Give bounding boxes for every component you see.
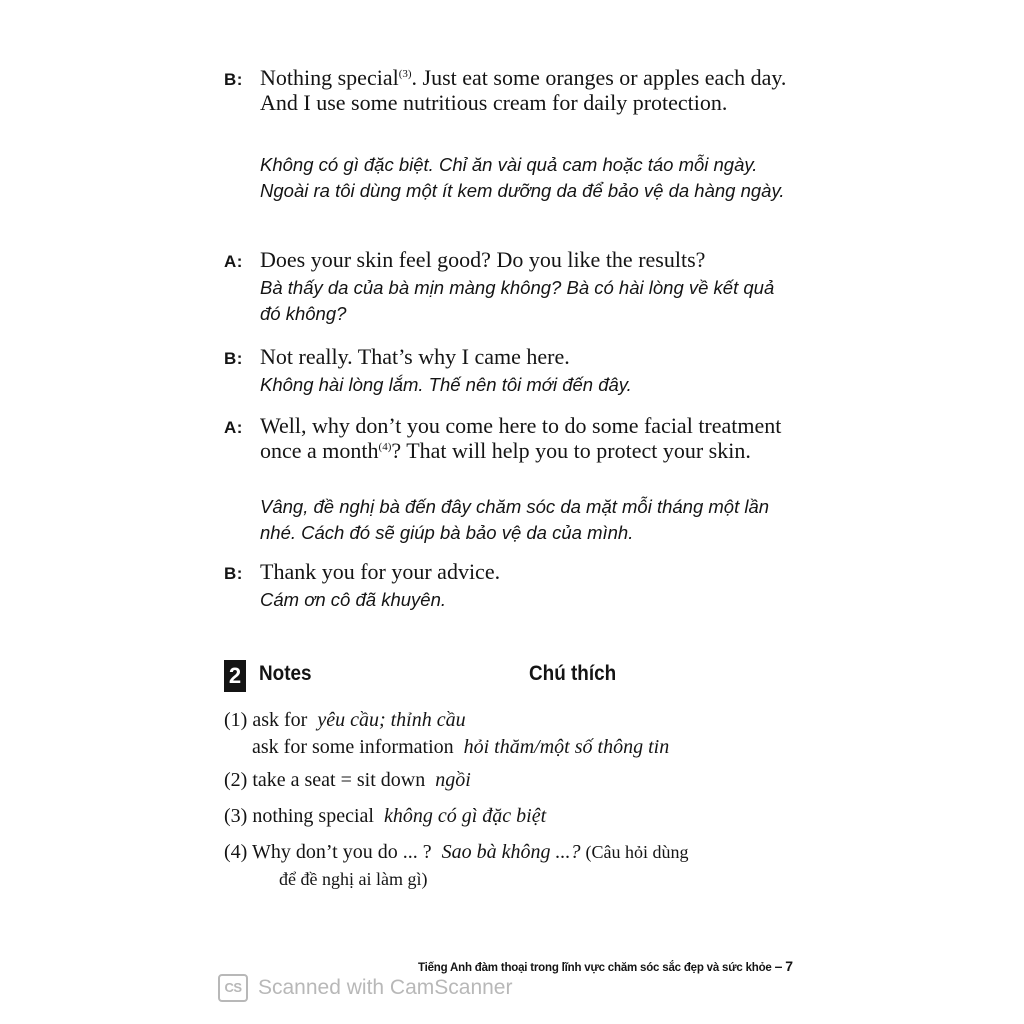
- english-line: Thank you for your advice.: [260, 559, 501, 584]
- section-number-badge: 2: [224, 660, 246, 692]
- page-footer: Tiếng Anh đàm thoại trong lĩnh vực chăm sóc sắc đẹp và sức khỏe – 7: [418, 958, 793, 974]
- speaker-label: A:: [224, 418, 243, 437]
- speaker-label: B:: [224, 564, 243, 583]
- vietnamese-translation: Không hài lòng lắm. Thế nên tôi mới đến đây.: [260, 374, 632, 395]
- english-line: Nothing special$^{(3)}$. Just eat some oranges or apples each day. And I use some nutritious cream for daily protection.: [260, 65, 787, 115]
- english-line: Not really. That’s why I came here.: [260, 344, 570, 369]
- book-title: Tiếng Anh đàm thoại trong lĩnh vực chăm sóc sắc đẹp và sức khỏe: [418, 962, 772, 974]
- footnote-ref: (3): [398, 68, 412, 80]
- note-term-vietnamese: hỏi thăm/một số thông tin: [463, 736, 670, 758]
- note-item: (1) ask for yêu cầu; thỉnh cầu: [224, 709, 466, 731]
- note-explanation-cont: để đề nghị ai làm gì): [279, 869, 428, 889]
- speaker-label: A:: [224, 252, 243, 271]
- camscanner-watermark: [218, 974, 512, 1002]
- vietnamese-translation: Cám ơn cô đã khuyên.: [260, 589, 447, 610]
- vietnamese-translation: Vâng, đề nghị bà đến đây chăm sóc da mặt mỗi tháng một lần nhé. Cách đó sẽ giúp bà bảo vệ da của mình.: [260, 496, 770, 543]
- note-term-vietnamese: ngồi: [435, 769, 471, 791]
- note-item-example: ask for some information hỏi thăm/một số thông tin: [252, 736, 670, 758]
- note-term-vietnamese: không có gì đặc biệt: [383, 805, 547, 827]
- note-item: (4) Why don’t you do ... ? Sao bà không ...? (Câu hỏi dùng: [224, 841, 689, 863]
- note-term-vietnamese: yêu cầu; thỉnh cầu: [317, 709, 466, 731]
- vietnamese-translation: Bà thấy da của bà mịn màng không? Bà có hài lòng về kết quả đó không?: [260, 277, 775, 324]
- english-line: Well, why don’t you come here to do some facial treatment once a month$^{(4)}$? That will help you to protect your skin.: [260, 413, 782, 463]
- footnote-ref: (4): [378, 440, 392, 453]
- speaker-label: B:: [224, 349, 243, 368]
- watermark-text: Scanned with CamScanner: [258, 976, 513, 999]
- notes-title-vietnamese: Chú thích: [529, 662, 617, 685]
- note-term-vietnamese: Sao bà không ...?: [441, 841, 581, 863]
- note-item: (3) nothing special không có gì đặc biệt: [224, 805, 547, 827]
- camscanner-logo-icon: CS: [218, 974, 248, 1002]
- notes-header: [224, 656, 644, 696]
- page-number: 7: [785, 958, 793, 974]
- note-explanation: (Câu hỏi dùng: [585, 842, 689, 862]
- english-line: Does your skin feel good? Do you like the results?: [260, 247, 706, 272]
- speaker-label: B:: [224, 70, 243, 89]
- note-item: (2) take a seat = sit down ngồi: [224, 769, 471, 791]
- vietnamese-translation: Không có gì đặc biệt. Chỉ ăn vài quả cam hoặc táo mỗi ngày. Ngoài ra tôi dùng một ít kem dưỡng da để bảo vệ da hàng ngày.: [260, 154, 785, 201]
- notes-title: Notes: [259, 662, 312, 685]
